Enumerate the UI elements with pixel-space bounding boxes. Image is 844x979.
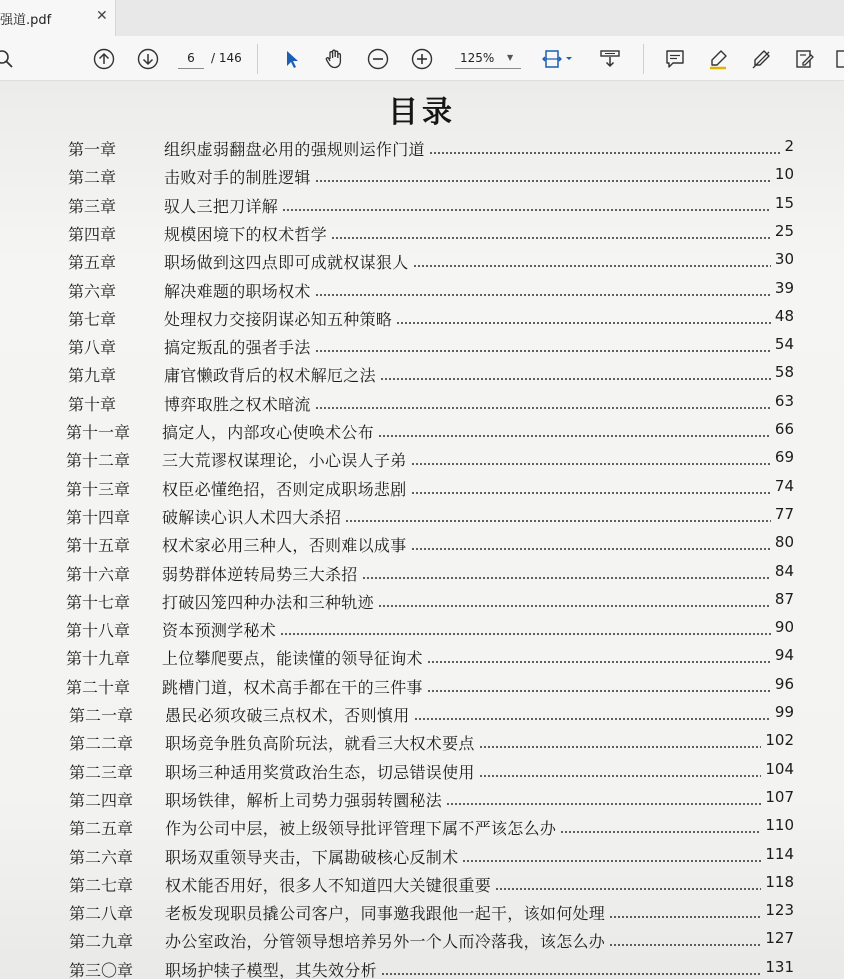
hand-pan-icon[interactable] bbox=[321, 46, 347, 72]
toc-chapter-title: 职场三种适用奖赏政治生态，切忌错误使用 bbox=[165, 763, 475, 782]
toc-chapter-title: 处理权力交接阴谋必知五种策略 bbox=[164, 310, 393, 329]
tab-close-icon[interactable]: ✕ bbox=[96, 8, 108, 24]
toc-page-number: 54 bbox=[774, 335, 794, 353]
toc-chapter-title: 打破囚笼四种办法和三种轨迹 bbox=[162, 593, 374, 612]
toc-chapter-number: 第三章 bbox=[68, 197, 117, 216]
fill-sign-icon[interactable] bbox=[792, 46, 818, 72]
toc-chapter-number: 第二八章 bbox=[69, 904, 134, 923]
toc-page-number: 127 bbox=[765, 929, 794, 947]
more-tools-icon[interactable] bbox=[832, 46, 844, 72]
toc-chapter-title: 作为公司中层，被上级领导批评管理下属不严该怎么办 bbox=[165, 819, 557, 838]
toc-chapter-title: 职场护犊子模型，其失效分析 bbox=[165, 961, 377, 979]
tab-bar bbox=[0, 0, 844, 36]
toc-entry[interactable] bbox=[69, 731, 794, 755]
toc-entry[interactable] bbox=[66, 618, 794, 642]
toolbar-divider bbox=[643, 44, 644, 74]
toc-chapter-number: 第十二章 bbox=[66, 451, 131, 470]
toc-page-number: 118 bbox=[765, 873, 794, 891]
toc-dot-leader bbox=[362, 577, 771, 579]
search-icon[interactable] bbox=[0, 46, 18, 72]
comment-icon[interactable] bbox=[662, 46, 688, 72]
toc-chapter-number: 第一章 bbox=[68, 140, 117, 159]
toc-entry[interactable] bbox=[66, 590, 794, 614]
toc-dot-leader bbox=[331, 237, 771, 239]
toc-page-number: 84 bbox=[774, 562, 794, 580]
toc-dot-leader bbox=[315, 180, 771, 182]
erase-ink-icon[interactable] bbox=[748, 46, 774, 72]
toc-dot-leader bbox=[413, 265, 771, 267]
toc-entry[interactable] bbox=[68, 250, 794, 274]
toc-dot-leader bbox=[381, 973, 761, 975]
toc-entry[interactable] bbox=[66, 675, 794, 699]
toc-entry[interactable] bbox=[66, 420, 794, 444]
toc-chapter-title: 规模困境下的权术哲学 bbox=[164, 225, 328, 244]
toc-entry[interactable] bbox=[68, 222, 794, 246]
toc-chapter-number: 第二七章 bbox=[69, 876, 134, 895]
toc-chapter-number: 第十五章 bbox=[66, 536, 131, 555]
toc-chapter-title: 职场竞争胜负高阶玩法，就看三大权术要点 bbox=[165, 734, 475, 753]
toc-page-number: 2 bbox=[784, 137, 794, 155]
toc-dot-leader bbox=[427, 661, 771, 663]
toc-chapter-title: 博弈取胜之权术暗流 bbox=[164, 395, 311, 414]
toc-entry[interactable] bbox=[68, 279, 794, 303]
toc-chapter-number: 第九章 bbox=[68, 366, 117, 385]
toc-page-number: 58 bbox=[774, 363, 794, 381]
toc-page-number: 114 bbox=[765, 845, 794, 863]
toc-dot-leader bbox=[495, 888, 761, 890]
toc-entry[interactable] bbox=[69, 788, 794, 812]
document-viewport[interactable] bbox=[0, 81, 844, 979]
highlight-pen-icon[interactable] bbox=[705, 46, 731, 72]
toc-chapter-title: 权术家必用三种人，否则难以成事 bbox=[162, 536, 407, 555]
toc-entry[interactable] bbox=[69, 760, 794, 784]
toc-entry[interactable] bbox=[66, 562, 794, 586]
toc-chapter-number: 第十八章 bbox=[66, 621, 131, 640]
toc-chapter-number: 第二四章 bbox=[69, 791, 134, 810]
toc-dot-leader bbox=[396, 322, 771, 324]
toc-chapter-number: 第二章 bbox=[68, 168, 117, 187]
page-number-input[interactable] bbox=[178, 48, 204, 69]
toc-chapter-number: 第二六章 bbox=[69, 848, 134, 867]
toc-entry[interactable] bbox=[66, 533, 794, 557]
toc-entry[interactable] bbox=[66, 505, 794, 529]
toc-chapter-number: 第二三章 bbox=[69, 763, 134, 782]
zoom-select[interactable] bbox=[455, 48, 521, 69]
toc-chapter-title: 权臣必懂绝招，否则定成职场悲剧 bbox=[162, 480, 407, 499]
toc-dot-leader bbox=[315, 407, 771, 409]
toc-page-number: 48 bbox=[774, 307, 794, 325]
toc-page-number: 77 bbox=[774, 505, 794, 523]
toc-page-number: 66 bbox=[774, 420, 794, 438]
previous-page-icon[interactable] bbox=[91, 46, 117, 72]
toc-entry[interactable] bbox=[69, 929, 794, 953]
toc-entry[interactable] bbox=[68, 307, 794, 331]
toc-chapter-title: 三大荒谬权谋理论，小心误人子弟 bbox=[162, 451, 407, 470]
toc-chapter-number: 第三〇章 bbox=[69, 961, 134, 979]
toc-dot-leader bbox=[378, 435, 771, 437]
toc-dot-leader bbox=[380, 378, 771, 380]
toc-chapter-title: 击败对手的制胜逻辑 bbox=[164, 168, 311, 187]
toc-page-number: 96 bbox=[774, 675, 794, 693]
toc-dot-leader bbox=[414, 718, 771, 720]
toc-page-number: 74 bbox=[774, 477, 794, 495]
chevron-down-icon: ▼ bbox=[507, 53, 514, 62]
toc-dot-leader bbox=[280, 633, 771, 635]
toc-chapter-title: 弱势群体逆转局势三大杀招 bbox=[162, 565, 358, 584]
toc-chapter-number: 第四章 bbox=[68, 225, 117, 244]
toc-chapter-title: 解决难题的职场权术 bbox=[164, 282, 311, 301]
toc-chapter-title: 上位攀爬要点，能读懂的领导征询术 bbox=[162, 649, 423, 668]
toc-chapter-title: 搞定叛乱的强者手法 bbox=[164, 338, 311, 357]
toc-chapter-number: 第二九章 bbox=[69, 932, 134, 951]
toc-chapter-number: 第十六章 bbox=[66, 565, 131, 584]
toc-entry[interactable] bbox=[69, 703, 794, 727]
toc-page-number: 131 bbox=[765, 958, 794, 976]
toc-entry[interactable] bbox=[66, 646, 794, 670]
toolbar-divider bbox=[257, 44, 258, 74]
toc-chapter-title: 职场双重领导夹击，下属勘破核心反制术 bbox=[165, 848, 459, 867]
toc-page-number: 104 bbox=[765, 760, 794, 778]
zoom-out-icon[interactable] bbox=[365, 46, 391, 72]
toc-dot-leader bbox=[427, 690, 771, 692]
page-title: 目录 bbox=[388, 95, 456, 130]
toc-page-number: 123 bbox=[765, 901, 794, 919]
toc-entry[interactable] bbox=[69, 816, 794, 840]
toc-entry[interactable] bbox=[68, 137, 794, 161]
toc-page-number: 63 bbox=[774, 392, 794, 410]
toc-chapter-title: 办公室政治，分管领导想培养另外一个人而冷落我，该怎么办 bbox=[165, 932, 606, 951]
toc-dot-leader bbox=[462, 860, 761, 862]
toc-page-number: 39 bbox=[774, 279, 794, 297]
toc-entry[interactable] bbox=[68, 392, 794, 416]
toc-page-number: 87 bbox=[774, 590, 794, 608]
toc-chapter-number: 第十一章 bbox=[66, 423, 131, 442]
toc-entry[interactable] bbox=[68, 165, 794, 189]
toc-chapter-title: 组织虚弱翻盘必用的强规则运作门道 bbox=[164, 140, 425, 159]
toc-chapter-title: 权术能否用好，很多人不知道四大关键很重要 bbox=[165, 876, 492, 895]
zoom-value: 125% bbox=[460, 51, 495, 65]
toc-page-number: 80 bbox=[774, 533, 794, 551]
toc-entry[interactable] bbox=[69, 958, 794, 979]
toc-chapter-title: 资本预测学秘术 bbox=[162, 621, 277, 640]
zoom-in-icon[interactable] bbox=[409, 46, 435, 72]
tab-title: 强道.pdf bbox=[0, 13, 52, 28]
toc-page-number: 30 bbox=[774, 250, 794, 268]
toc-entry[interactable] bbox=[69, 845, 794, 869]
toc-chapter-number: 第十章 bbox=[68, 395, 117, 414]
toc-entry[interactable] bbox=[69, 873, 794, 897]
toc-dot-leader bbox=[411, 548, 771, 550]
toc-page-number: 69 bbox=[774, 448, 794, 466]
toc-chapter-title: 愚民必须攻破三点权术，否则慎用 bbox=[165, 706, 410, 725]
toc-page-number: 110 bbox=[765, 816, 794, 834]
toc-dot-leader bbox=[479, 746, 761, 748]
fit-page-icon[interactable] bbox=[540, 46, 576, 72]
toc-dot-leader bbox=[479, 775, 761, 777]
toc-dot-leader bbox=[315, 294, 771, 296]
toc-chapter-number: 第十四章 bbox=[66, 508, 131, 527]
page-total: / 146 bbox=[211, 51, 242, 65]
toc-chapter-number: 第五章 bbox=[68, 253, 117, 272]
toc-chapter-number: 第二五章 bbox=[69, 819, 134, 838]
toc-entry[interactable] bbox=[68, 194, 794, 218]
toc-chapter-number: 第七章 bbox=[68, 310, 117, 329]
toc-dot-leader bbox=[345, 520, 771, 522]
toc-chapter-title: 驭人三把刀详解 bbox=[164, 197, 279, 216]
toc-chapter-title: 职场铁律，解析上司势力强弱转圜秘法 bbox=[165, 791, 443, 810]
toc-entry[interactable] bbox=[66, 477, 794, 501]
pdf-toolbar bbox=[0, 36, 844, 81]
toc-page-number: 99 bbox=[774, 703, 794, 721]
toc-chapter-number: 第二二章 bbox=[69, 734, 134, 753]
toc-dot-leader bbox=[446, 803, 761, 805]
toc-dot-leader bbox=[411, 463, 771, 465]
toc-chapter-number: 第十九章 bbox=[66, 649, 131, 668]
toc-chapter-title: 庸官懒政背后的权术解厄之法 bbox=[164, 366, 376, 385]
toc-dot-leader bbox=[609, 944, 761, 946]
toc-chapter-number: 第六章 bbox=[68, 282, 117, 301]
toc-chapter-title: 搞定人，内部攻心使唤术公布 bbox=[162, 423, 374, 442]
toc-dot-leader bbox=[315, 350, 771, 352]
toc-chapter-number: 第十七章 bbox=[66, 593, 131, 612]
toc-chapter-number: 第八章 bbox=[68, 338, 117, 357]
toc-entry[interactable] bbox=[66, 448, 794, 472]
toc-chapter-number: 第十三章 bbox=[66, 480, 131, 499]
toc-page-number: 107 bbox=[765, 788, 794, 806]
toc-dot-leader bbox=[282, 209, 771, 211]
toc-dot-leader bbox=[429, 152, 780, 154]
toc-page-number: 25 bbox=[774, 222, 794, 240]
toc-page-number: 10 bbox=[774, 165, 794, 183]
toc-entry[interactable] bbox=[68, 363, 794, 387]
select-pointer-icon[interactable] bbox=[278, 46, 304, 72]
toc-page-number: 15 bbox=[774, 194, 794, 212]
toc-page-number: 102 bbox=[765, 731, 794, 749]
next-page-icon[interactable] bbox=[135, 46, 161, 72]
toc-dot-leader bbox=[609, 916, 761, 918]
tab-document[interactable] bbox=[0, 0, 116, 36]
toc-chapter-title: 老板发现职员撬公司客户，同事邀我跟他一起干，该如何处理 bbox=[165, 904, 606, 923]
toc-page-number: 90 bbox=[774, 618, 794, 636]
toc-chapter-title: 跳槽门道，权术高手都在干的三件事 bbox=[162, 678, 423, 697]
toc-chapter-number: 第二十章 bbox=[66, 678, 131, 697]
toc-dot-leader bbox=[378, 605, 771, 607]
page-layout-icon[interactable] bbox=[597, 46, 623, 72]
toc-chapter-title: 职场做到这四点即可成就权谋狠人 bbox=[164, 253, 409, 272]
pdf-page bbox=[0, 81, 844, 979]
toc-entry[interactable] bbox=[69, 901, 794, 925]
toc-chapter-number: 第二一章 bbox=[69, 706, 134, 725]
toc-chapter-title: 破解读心识人术四大杀招 bbox=[162, 508, 342, 527]
toc-page-number: 94 bbox=[774, 646, 794, 664]
toc-dot-leader bbox=[560, 831, 761, 833]
toc-entry[interactable] bbox=[68, 335, 794, 359]
toc-dot-leader bbox=[411, 492, 771, 494]
